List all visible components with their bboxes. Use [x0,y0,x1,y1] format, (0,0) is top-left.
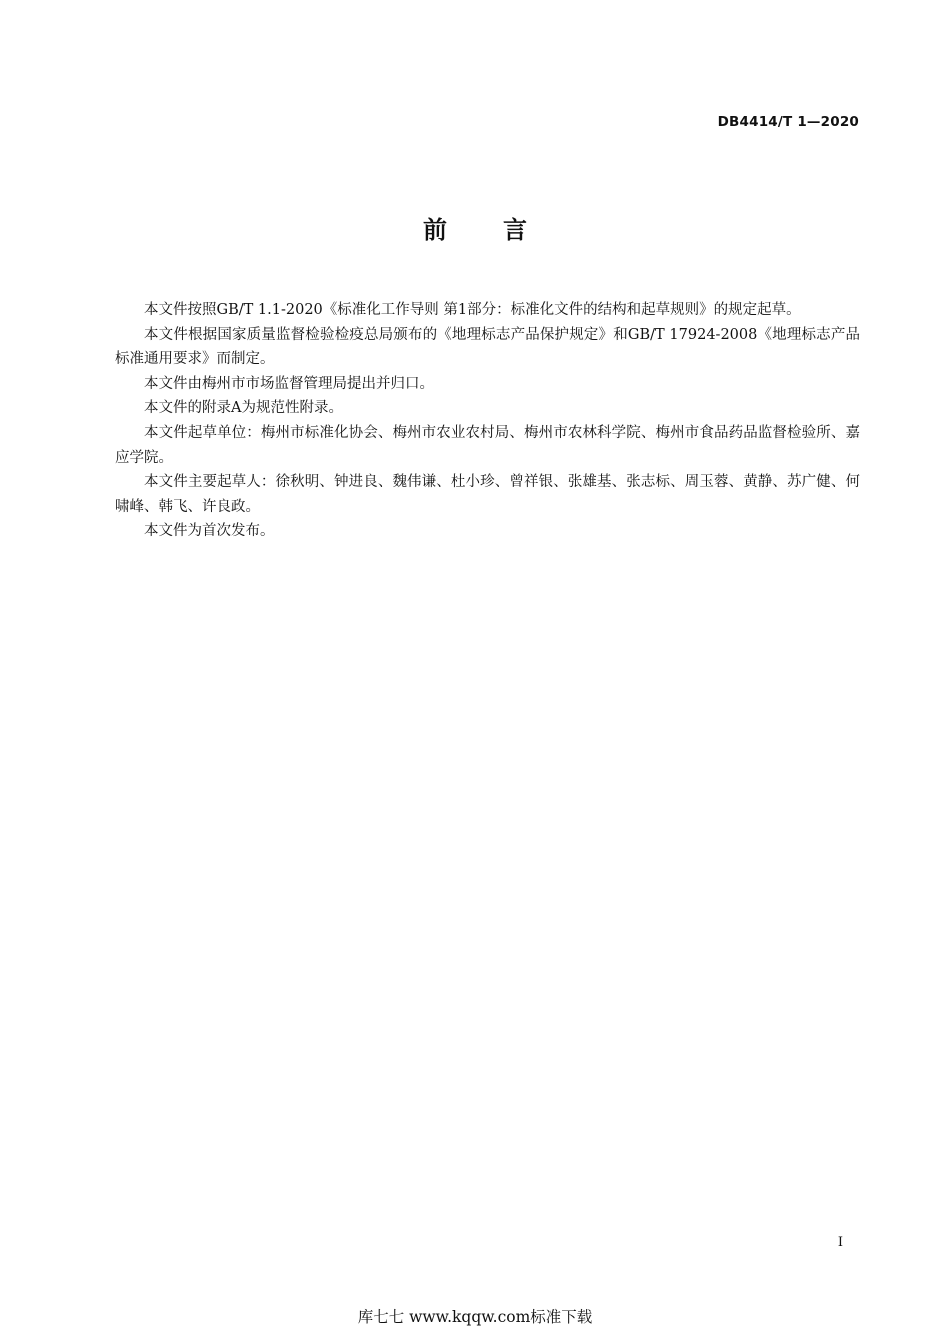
footer-watermark: 库七七 www.kqqw.com标准下载 [357,1308,593,1326]
paragraph-basis: 本文件根据国家质量监督检验检疫总局颁布的《地理标志产品保护规定》和GB/T 17924-2008《地理标志产品标准通用要求》而制定。 [115,326,860,368]
foreword-body [115,298,860,544]
paragraph-first-release: 本文件为首次发布。 [144,523,275,540]
document-code: DB4414/T 1—2020 [717,114,859,130]
paragraph-appendix: 本文件的附录A为规范性附录。 [144,400,343,417]
page-title: 前言 [423,216,583,244]
paragraph-drafting-units: 本文件起草单位：梅州市标准化协会、梅州市农业农村局、梅州市农林科学院、梅州市食品药品监督检验所、嘉应学院。 [115,424,860,466]
paragraph-proposer: 本文件由梅州市市场监督管理局提出并归口。 [144,375,434,392]
paragraph-drafters: 本文件主要起草人：徐秋明、钟进良、魏伟谦、杜小珍、曾祥银、张雄基、张志标、周玉蓉、黄静、苏广健、何啸峰、韩飞、许良政。 [115,474,860,515]
paragraph-drafting-rules: 本文件按照GB/T 1.1-2020《标准化工作导则 第1部分：标准化文件的结构和起草规则》的规定起草。 [144,302,801,318]
page-number: I [837,1235,843,1250]
